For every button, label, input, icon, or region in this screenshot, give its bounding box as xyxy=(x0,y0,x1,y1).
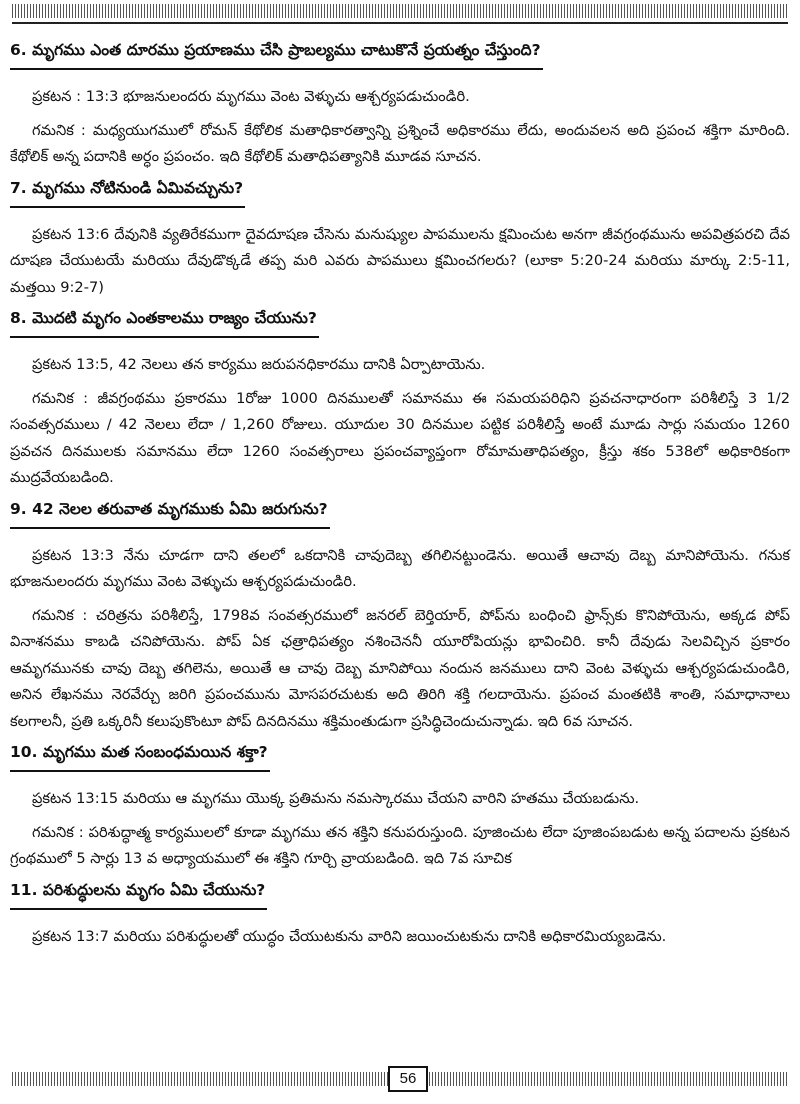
paragraph: గమనిక : చరిత్రను పరిశీలిస్తే, 1798వ సంవత్సరములో జనరల్ బెర్తియార్, పోప్‌ను బంధించి ఫ్రాన్స్‌కు కొనిపోయెను, అక్కడ పోప్ వినాశనము కాబడి చనిపోయెను. పోప్ ఏక ఛత్రాధిపత్యం నశించెననీ యూరోపియన్లు భావించిరి. కానీ దేవుడు సెలవిచ్చిన ప్రకారం ఆమృగమునకు చావు దెబ్బ తగిలెను, అయితే ఆ చావు దెబ్బ మానిపోయి నందున జనములు దాని వెంట వెళ్ళుచు ఆశ్చర్యపడుచుండిరి, అనిన లేఖనము నెరవేర్చు జరిగి ప్రపంచమును మోసపరచుటకు అది తిరిగి శక్తి గలదాయెను. ప్రపంచ మంతటికి శాంతి, సమాధానాలు కలగాలనీ, ప్రతి ఒక్కరినీ కలుపుకొంటూ పోప్ దినదినము శక్తిమంతుడుగా ప్రసిద్ధిచెందుచున్నాడు. ఇది 6వ సూచన. xyxy=(10,606,790,730)
question-block-7 xyxy=(10,178,790,302)
question-block-9 xyxy=(10,499,790,736)
question-heading: 7. మృగము నోటినుండి ఏమివచ్చును? xyxy=(10,179,245,208)
top-border-rule xyxy=(12,22,788,24)
paragraph: ప్రకటన : 13:3 భూజనులందరు మృగము వెంట వెళ్ళుచు ఆశ్చర్యపడుచుండిరి. xyxy=(32,88,470,105)
question-heading: 10. మృగము మత సంబంధమయిన శక్తా? xyxy=(10,743,270,772)
question-block-10 xyxy=(10,742,790,873)
question-block-8 xyxy=(10,308,790,492)
paragraph: ప్రకటన 13:3 నేను చూడగా దాని తలలో ఒకదానికి చావుదెబ్బ తగిలినట్టుండెను. అయితే ఆచావు దెబ్బ మానిపోయెను. గనుక భూజనులందరు మృగము వెంట వెళ్ళుచు ఆశ్చర్యపడుచుండిరి. xyxy=(10,546,790,590)
question-block-11 xyxy=(10,880,790,951)
paragraph: ప్రకటన 13:7 మరియు పరిశుద్ధులతో యుద్ధం చేయుటకును వారిని జయించుటకును దానికి అధికారమియ్యబడెను. xyxy=(32,927,667,945)
paragraph: గమనిక : జీవగ్రంథము ప్రకారము 1రోజు 1000 దినములతో సమానము ఈ సమయపరిధిని ప్రవచనాధారంగా పరిశీలిస్తే 3 1/2 సంవత్సరములు / 42 నెలలు లేదా / 1,260 రోజులు. యూదుల 30 దినముల పట్టిక పరిశీలిస్తే అంటే మూడు సార్లు సమయం 1260 ప్రవచన దినములకు సమానము లేదా 1260 సంవత్సరాలు ప్రపంచవ్యాప్తంగా రోమామతాధిపత్యం, క్రీస్తు శకం 538లో అధికారికంగా ముద్రవేయబడింది. xyxy=(10,389,790,486)
paragraph: గమనిక : పరిశుద్ధాత్మ కార్యములలో కూడా మృగము తన శక్తిని కనుపరుస్తుంది. పూజించుట లేదా పూజింపబడుట అన్న పదాలను ప్రకటన గ్రంథములో 5 సార్లు 13 వ అధ్యాయములో ఈ శక్తిని గూర్చి వ్రాయబడింది. ఇది 7వ సూచిక xyxy=(10,823,790,867)
question-heading: 9. 42 నెలల తరువాత మృగముకు ఏమి జరుగును? xyxy=(10,500,330,529)
top-border-pattern xyxy=(12,4,788,18)
question-heading: 11. పరిశుద్ధులను మృగం ఏమి చేయును? xyxy=(10,881,267,910)
page-body xyxy=(10,40,790,957)
paragraph: ప్రకటన 13:6 దేవునికి వ్యతిరేకముగా దైవదూషణ చేసెను మనుష్యుల పాపములను క్షమించుట అనగా జీవగ్రంథమును అపవిత్రపరచి దేవ దూషణ చేయుటయే మరియు దేవుడొక్కడే తప్ప మరి ఎవరు పాపములు క్షమించగలరు? (లూకా 5:20-24 మరియు మార్కు 2:5-11, మత్తయి 9:2-7) xyxy=(10,225,790,296)
page-number: 56 xyxy=(388,1066,428,1092)
paragraph: గమనిక : మధ్యయుగములో రోమన్ కేథోలిక మతాధికారత్వాన్ని ప్రశ్నించే అధికారము లేదు, అందువలన అది ప్రపంచ శక్తిగా మారింది. కేథోలిక్ అన్న పదానికి అర్ధం ప్రపంచం. ఇది కేథోలిక్ మతాధిపత్యానికి మూడవ సూచన. xyxy=(10,121,790,165)
paragraph: ప్రకటన 13:5, 42 నెలలు తన కార్యము జరుపనధికారము దానికి ఏర్పాటాయెను. xyxy=(32,356,486,373)
paragraph: ప్రకటన 13:15 మరియు ఆ మృగము యొక్క ప్రతిమను నమస్కారము చేయని వారిని హతము చేయబడును. xyxy=(32,790,640,807)
question-heading: 8. మొదటి మృగం ఎంతకాలము రాజ్యం చేయును? xyxy=(10,309,319,338)
question-block-6 xyxy=(10,40,790,171)
question-heading: 6. మృగము ఎంత దూరము ప్రయాణము చేసి ప్రాబల్యము చాటుకొనే ప్రయత్నం చేస్తుంది? xyxy=(10,41,543,70)
